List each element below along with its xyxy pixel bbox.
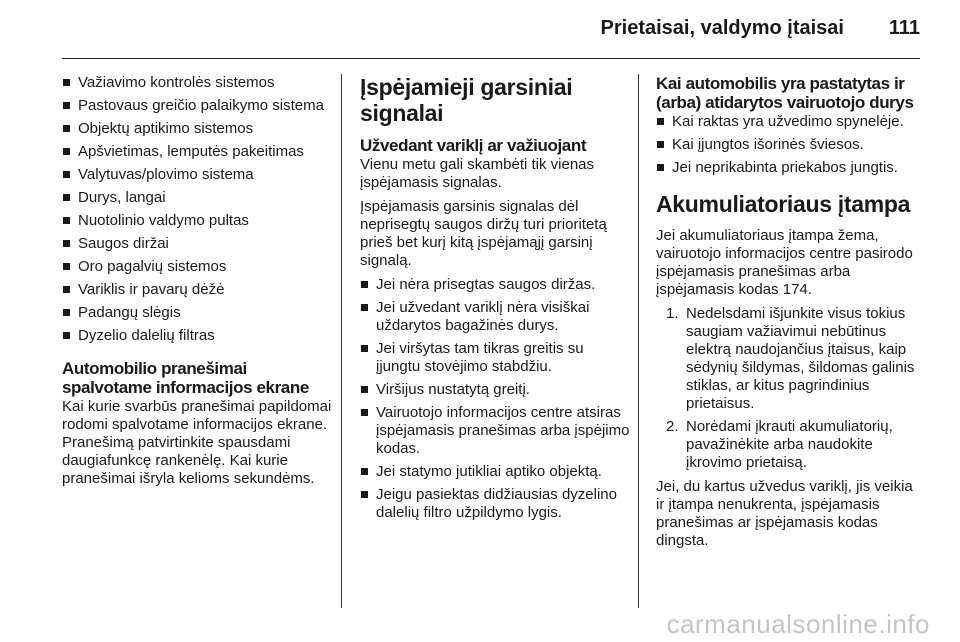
list-item: Padangų slėgis xyxy=(62,304,334,322)
list-item: Viršijus nustatytą greitį. xyxy=(360,381,630,399)
step-text: Norėdami įkrauti akumuliatorių, pavažinėkite arba naudokite įkrovimo prietaisą. xyxy=(686,418,893,471)
list-item: Apšvietimas, lemputės pakeitimas xyxy=(62,143,334,161)
list-item: Vairuotojo informacijos centre atsiras įspėjamasis pranešimas arba įspėjimo kodas. xyxy=(360,404,630,458)
parked-conditions-list xyxy=(656,113,922,177)
page-header xyxy=(0,0,960,58)
list-item: Kai įjungtos išorinės šviesos. xyxy=(656,136,922,154)
list-item: Jei viršytas tam tikras greitis su įjungtu stovėjimo stabdžiu. xyxy=(360,340,630,376)
paragraph: Jei, du kartus užvedus variklį, jis veikia ir įtampa nenukrenta, įspėjamasis pranešimas ar įspėjamasis kodas dingsta. xyxy=(656,478,913,549)
list-item: Variklis ir pavarų dėžė xyxy=(62,281,334,299)
steps-list xyxy=(656,305,922,472)
paragraph: Vienu metu gali skambėti tik vienas įspėjamasis signalas. xyxy=(360,156,595,191)
list-item: Jei statymo jutikliai aptiko objektą. xyxy=(360,463,630,481)
list-item: Kai raktas yra užvedimo spynelėje. xyxy=(656,113,922,131)
step-number: 2. xyxy=(666,418,679,435)
list-item: Jeigu pasiektas didžiausias dyzelino dalelių filtro užpildymo lygis. xyxy=(360,486,630,522)
chapter-title: Prietaisai, valdymo įtaisai xyxy=(600,17,844,39)
column-3 xyxy=(656,74,922,556)
section-heading: Įspėjamieji garsiniai signalai xyxy=(360,74,573,126)
list-item: Dyzelio dalelių filtras xyxy=(62,327,334,345)
list-item: Valytuvas/plovimo sistema xyxy=(62,166,334,184)
paragraph: Įspėjamasis garsinis signalas dėl neprisegtų saugos diržų turi prioritetą prieš bet kurį kitą įspėjamąjį garsinį signalą. xyxy=(360,198,607,269)
column-1 xyxy=(62,74,334,494)
paragraph: Jei akumuliatoriaus įtampa žema, vairuotojo informacijos centre pasirodo įspėjamasis pranešimas arba įspėjamasis kodas 174. xyxy=(656,227,913,298)
warning-conditions-list xyxy=(360,276,630,522)
list-item xyxy=(656,305,922,413)
list-item: Jei užvedant variklį nėra visiškai uždarytos bagažinės durys. xyxy=(360,299,630,335)
list-item xyxy=(656,418,922,472)
subsection-heading: Užvedant variklį ar važiuojant xyxy=(360,136,587,155)
watermark: carmanualsonline.info xyxy=(666,609,930,639)
step-number: 1. xyxy=(666,305,679,322)
list-item: Objektų aptikimo sistemos xyxy=(62,120,334,138)
step-text: Nedelsdami išjunkite visus tokius saugiam važiavimui nebūtinus elektrą naudojančius įtaisus, kaip sėdynių šildymas, šildomas galinis stiklas, ar kitus pagrindinius prietaisus. xyxy=(686,305,915,412)
header-rule xyxy=(62,58,920,59)
topic-list xyxy=(62,74,334,345)
column-2 xyxy=(360,74,630,527)
subsection-heading: Kai automobilis yra pastatytas ir (arba) atidarytos vairuotojo durys xyxy=(656,74,914,112)
list-item: Jei nėra prisegtas saugos diržas. xyxy=(360,276,630,294)
section-heading: Akumuliatoriaus įtampa xyxy=(656,191,911,217)
section-title: Automobilio pranešimai spalvotame informacijos ekrane xyxy=(62,359,309,397)
list-item: Saugos diržai xyxy=(62,235,334,253)
column-divider-left xyxy=(341,74,342,608)
list-item: Durys, langai xyxy=(62,189,334,207)
list-item: Pastovaus greičio palaikymo sistema xyxy=(62,97,334,115)
column-divider-right xyxy=(638,74,639,608)
list-item: Važiavimo kontrolės sistemos xyxy=(62,74,334,92)
page-number: 111 xyxy=(888,17,920,39)
list-item: Jei neprikabinta priekabos jungtis. xyxy=(656,159,922,177)
section-body: Kai kurie svarbūs pranešimai papildomai rodomi spalvotame informacijos ekrane. Pranešimą patvirtinkite spausdami daugiafunkcę rankenėlę. Kai kurie pranešimai išryla kelioms sekundėms. xyxy=(62,398,332,487)
list-item: Oro pagalvių sistemos xyxy=(62,258,334,276)
list-item: Nuotolinio valdymo pultas xyxy=(62,212,334,230)
